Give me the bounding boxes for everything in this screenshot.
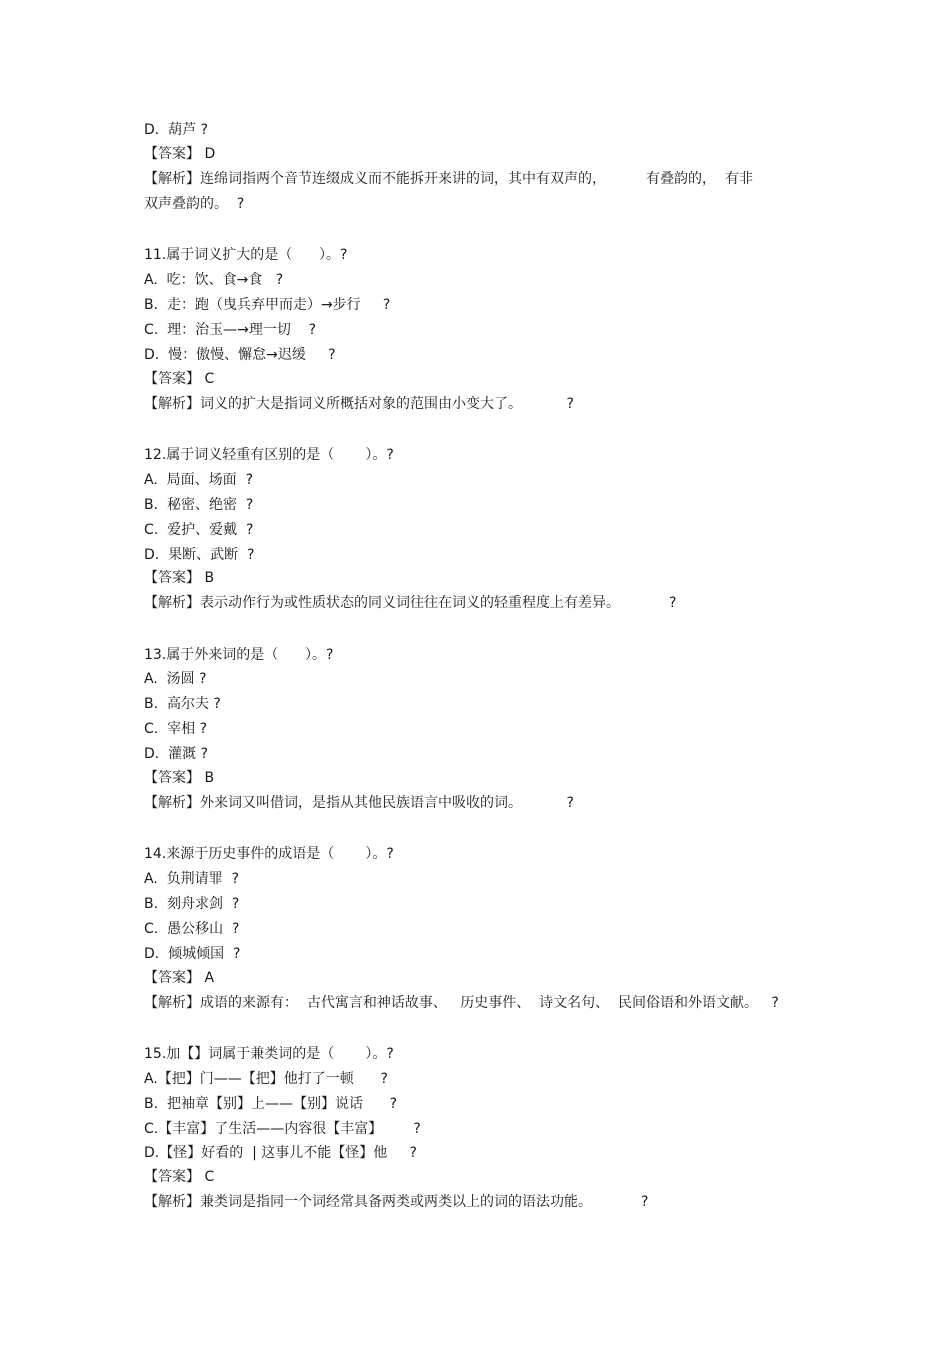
analysis-line: 【解析】连绵词指两个音节连缀成义而不能拆开来讲的词，其中有双声的， 有叠韵的， 有非 xyxy=(144,171,753,187)
question-15-option-c: C.【丰富】了生活——内容很【丰富】 ? xyxy=(144,1121,421,1137)
question-14-analysis: 【解析】成语的来源有： 古代寓言和神话故事、 历史事件、 诗文名句、 民间俗语和外语文献。 ? xyxy=(144,995,779,1011)
question-15-title: 15.加【】词属于兼类词的是（ ）。? xyxy=(144,1046,394,1062)
question-11-title: 11.属于词义扩大的是（ ）。? xyxy=(144,247,348,263)
question-11-analysis: 【解析】词义的扩大是指词义所概括对象的范围由小变大了。 ? xyxy=(144,396,574,412)
analysis-line-continued: 双声叠韵的。 ? xyxy=(144,196,245,212)
question-12-analysis: 【解析】表示动作行为或性质状态的同义词往往在词义的轻重程度上有差异。 ? xyxy=(144,595,677,611)
answer-line: 【答案】 D xyxy=(144,146,216,162)
question-13-answer: 【答案】 B xyxy=(144,770,215,786)
question-13-title: 13.属于外来词的是（ ）。? xyxy=(144,647,334,663)
question-12-title: 12.属于词义轻重有区别的是（ ）。? xyxy=(144,447,394,463)
question-15-option-b: B. 把袖章【别】上——【别】说话 ? xyxy=(144,1096,398,1112)
question-15-analysis: 【解析】兼类词是指同一个词经常具备两类或两类以上的词的语法功能。 ? xyxy=(144,1194,649,1210)
question-14-answer: 【答案】 A xyxy=(144,970,215,986)
question-14-option-a: A. 负荆请罪 ? xyxy=(144,871,240,887)
question-14-option-d: D. 倾城倾国 ? xyxy=(144,946,241,962)
question-11-answer: 【答案】 C xyxy=(144,371,215,387)
question-14-option-c: C. 愚公移山 ? xyxy=(144,921,240,937)
question-12-option-b: B. 秘密、绝密 ? xyxy=(144,497,254,513)
question-12-option-d: D. 果断、武断 ? xyxy=(144,547,255,563)
question-11-option-a: A. 吃：饮、食→食 ? xyxy=(144,272,284,288)
question-13-option-c: C. 宰相 ? xyxy=(144,721,208,737)
question-12-option-a: A. 局面、场面 ? xyxy=(144,472,254,488)
question-14-title: 14.来源于历史事件的成语是（ ）。? xyxy=(144,846,394,862)
question-15-option-d: D.【怪】好看的 | 这事儿不能【怪】他 ? xyxy=(144,1145,417,1161)
option-d-text: D. 葫芦 ? xyxy=(144,122,209,138)
question-12-answer: 【答案】 B xyxy=(144,570,215,586)
question-14-option-b: B. 刻舟求剑 ? xyxy=(144,896,240,912)
question-11-option-d: D. 慢：傲慢、懈怠→迟缓 ? xyxy=(144,347,336,363)
question-13-analysis: 【解析】外来词又叫借词，是指从其他民族语言中吸收的词。 ? xyxy=(144,795,574,811)
question-13-option-d: D. 灌溉 ? xyxy=(144,746,209,762)
question-11-option-b: B. 走：跑（曳兵弃甲而走）→步行 ? xyxy=(144,297,391,313)
question-13-option-a: A. 汤圆 ? xyxy=(144,671,207,687)
question-11-option-c: C. 理：治玉—→理一切 ? xyxy=(144,322,317,338)
question-15-option-a: A.【把】门——【把】他打了一顿 ? xyxy=(144,1071,388,1087)
question-13-option-b: B. 高尔夫 ? xyxy=(144,696,221,712)
question-15-answer: 【答案】 C xyxy=(144,1169,215,1185)
question-12-option-c: C. 爱护、爱戴 ? xyxy=(144,522,254,538)
